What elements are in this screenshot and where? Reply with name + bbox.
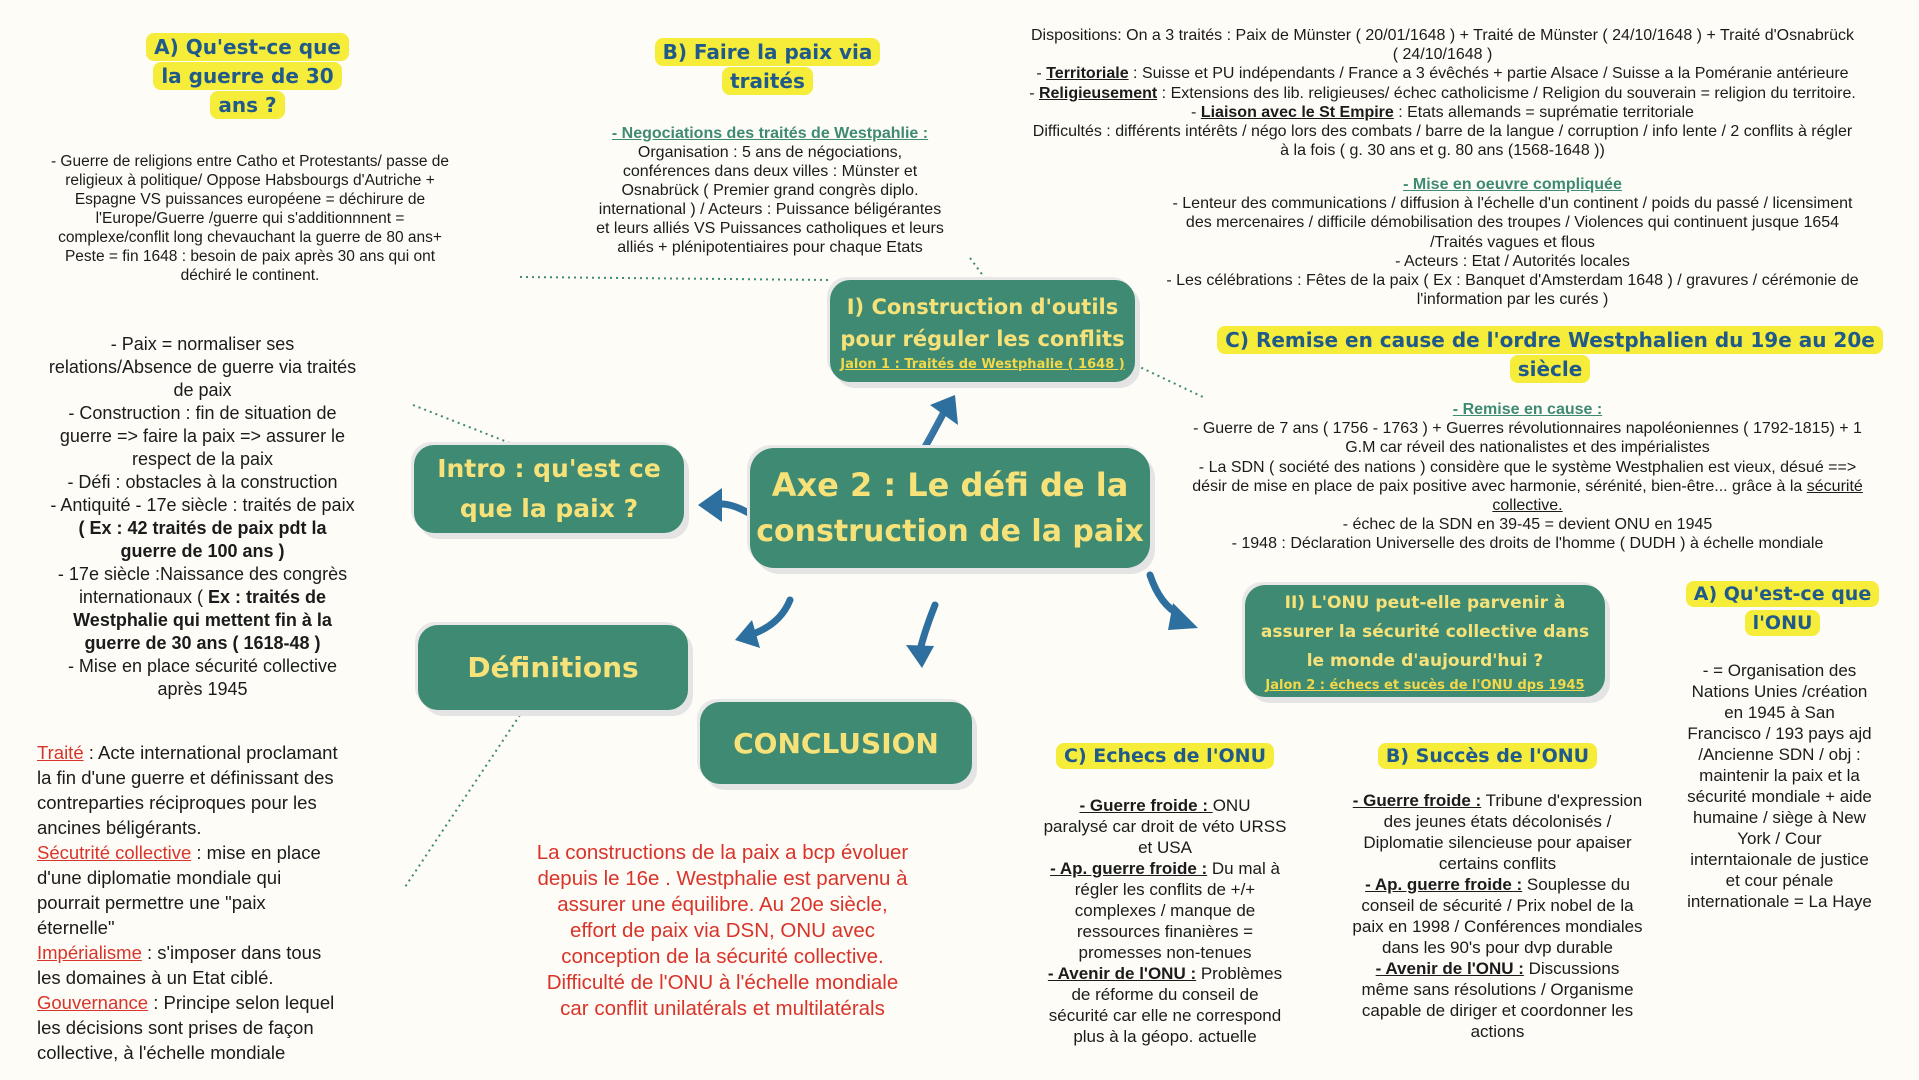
text-onu: - = Organisation des Nations Unies /création en 1945 à San Francisco / 193 pays ajd /Ancienne SDN / obj : maintenir la paix et la sécurité mondiale + aide humaine / siège à New York / Cour interntaionale de justice et cour pénale internationale = La Haye <box>1687 661 1872 911</box>
text-intro: - Paix = normaliser ses relations/Absence de guerre via traités de paix - Construction : fin de situation de guerre => faire la paix => assurer le respect de la paix - Défi : obstacles à la construction - Antiquité - 17e siècle : traités de paix ( Ex : 42 traités de paix pdt la guerre de 100 ans ) - 17e siècle :Naissance des congrès internationaux ( Ex : traités de Westphalie qui mettent fin à la guerre de 30 ans ( 1618-48 ) - Mise en place sécurité collective après 1945 <box>48 334 357 699</box>
node-center-axe2[interactable]: Axe 2 : Le défi de la construction de la paix <box>750 448 1150 568</box>
arrow-to-definitions-icon <box>750 600 790 635</box>
text-negociations-westphalie: - Negociations des traités de Westpahlie : Organisation : 5 ans de négociations, conférences dans deux villes : Münster et Osnabrück ( Premier grand congrès diplo. international ) / Acteurs : Puissance béligérantes et leurs alliés VS Puissances catholiques et leurs alliés + plénipotentiaires pour chaque Etats <box>596 125 944 256</box>
dotted-link-defs <box>405 715 520 887</box>
arrow-head-part1-icon <box>930 395 958 425</box>
node-part1-construction-outils[interactable]: I) Construction d'outils pour réguler les conflits Jalon 1 : Traités de Westphalie ( 1648 ) <box>830 280 1135 382</box>
node-conclusion[interactable]: CONCLUSION <box>700 702 972 784</box>
heading-faire-la-paix: B) Faire la paix via traités <box>640 38 895 96</box>
dotted-link-intro <box>413 405 520 447</box>
node-definitions[interactable]: Définitions <box>418 625 688 710</box>
dotted-link-a1 <box>520 277 830 280</box>
heading-echecs-onu: C) Echecs de l'ONU <box>1040 742 1290 771</box>
text-echecs-onu: - Guerre froide : ONU paralysé car droit de véto URSS et USA - Ap. guerre froide : Du mal à régler les conflits de +/+ complexes / manque de ressources finanières = promesses non-tenues - Avenir de l'ONU : Problèmes de réforme du conseil de sécurité car elle ne correspond plus à la géopo. actuelle <box>1043 796 1287 1046</box>
text-guerre-30-ans: - Guerre de religions entre Catho et Protestants/ passe de religieux à politique/ Oppose Habsbourgs d'Autriche + Espagne VS puissances européene = déchirure de l'Europe/Guerre /guerre qui s'additionnnent = complexe/conflit long chevauchant la guerre de 80 ans+ Peste = fin 1648 : besoin de paix après 30 ans qui ont déchiré le continent. <box>50 153 450 284</box>
text-succes-onu: - Guerre froide : Tribune d'expression des jeunes états décolonisés / Diplomatie silencieuse pour apaiser certains conflits - Ap. guerre froide : Souplesse du conseil de sécurité / Prix nobel de la paix en 1998 / Conférences mondiales dans les 90's pour dvp durable - Avenir de l'ONU : Discussions même sans résolutions / Organisme capable de diriger et coordonner les actions <box>1352 791 1643 1041</box>
heading-remise-en-cause: C) Remise en cause de l'ordre Westphalien du 19e au 20e siècle <box>1205 326 1895 384</box>
heading-succes-onu: B) Succès de l'ONU <box>1370 742 1605 771</box>
arrow-head-part2-icon <box>1168 603 1198 630</box>
text-mise-en-oeuvre: - Mise en oeuvre compliquée - Lenteur des communications / diffusion à l'échelle d'un continent / poids du passé / licensiment des mercenaires / difficile démobilisation des troupes / Violences qui continuent jusque 1654 /Traités vagues et flous - Acteurs : Etat / Autorités locales - Les célébrations : Fêtes de la paix ( Ex : Banquet d'Amsterdam 1648 ) / gravures / cérémonie de l'information par les curés ) <box>1166 176 1859 309</box>
heading-guerre-30-ans: A) Qu'est-ce que la guerre de 30 ans ? <box>125 33 370 120</box>
node-intro-paix[interactable]: Intro : qu'est ce que la paix ? <box>414 445 684 533</box>
node-part2-onu[interactable]: II) L'ONU peut-elle parvenir à assurer la sécurité collective dans le monde d'aujourd'hui ? Jalon 2 : échecs et sucès de l'ONU dps 1945 <box>1245 585 1605 697</box>
dotted-link-c1 <box>1125 360 1205 398</box>
arrow-head-conclusion-icon <box>906 645 934 668</box>
text-remise-en-cause: - Remise en cause : - Guerre de 7 ans ( 1756 - 1763 ) + Guerres révolutionnaires napoléoniennes ( 1792-1815) + 1 G.M car réveil des nationalistes et des impérialistes - La SDN ( société des nations ) considère que le système Westphalien est vieux, désué ==> désir de mise en place de paix positive avec harmonie, sérénité, bien-être... grâce à la sécurité collective. - échec de la SDN en 39-45 = devient ONU en 1945 - 1948 : Déclaration Universelle des droits de l'homme ( DUDH ) à échelle mondiale <box>1192 401 1863 553</box>
text-dispositions: Dispositions: On a 3 traités : Paix de Münster ( 20/01/1648 ) + Traité de Münster ( 24/10/1648 ) + Traité d'Osnabrück ( 24/10/1648 ) - Territoriale : Suisse et PU indépendants / France a 3 évêchés + partie Alsace / Suisse a la Poméranie antérieure - Religieusement : Extensions des lib. religieuses/ échec catholicisme / Religion du souverain = religion du territoire. - Liaison avec le St Empire : Etats allemands = suprématie territoriale Difficultés : différents intérêts / négo lors des combats / barre de la langue / corruption / info lente / 2 conflits à régler à la fois ( g. 30 ans et g. 80 ans (1568-1648 )) <box>1029 27 1856 160</box>
heading-onu: A) Qu'est-ce que l'ONU <box>1660 580 1905 638</box>
text-definitions: Traité : Acte international proclamant la fin d'une guerre et définissant des contreparties réciproques pour les ancines béligérants. Sécutrité collective : mise en place d'une diplomatie mondiale qui pourrait permettre une "paix éternelle" Impérialisme : s'imposer dans tous les domaines à un Etat ciblé. Gouvernance : Principe selon lequel les décisions sont prises de façon collective, à l'échelle mondiale <box>37 742 338 1063</box>
arrow-head-intro-icon <box>698 488 722 522</box>
text-conclusion: La constructions de la paix a bcp évoluer depuis le 16e . Westphalie est parvenu à assurer une équilibre. Au 20e siècle, effort de paix via DSN, ONU avec conception de la sécurité collective. Difficulté de l'ONU à l'échelle mondiale car conflit unilatérals et multilatérals <box>536 841 909 1020</box>
arrow-to-conclusion-icon <box>920 605 935 650</box>
